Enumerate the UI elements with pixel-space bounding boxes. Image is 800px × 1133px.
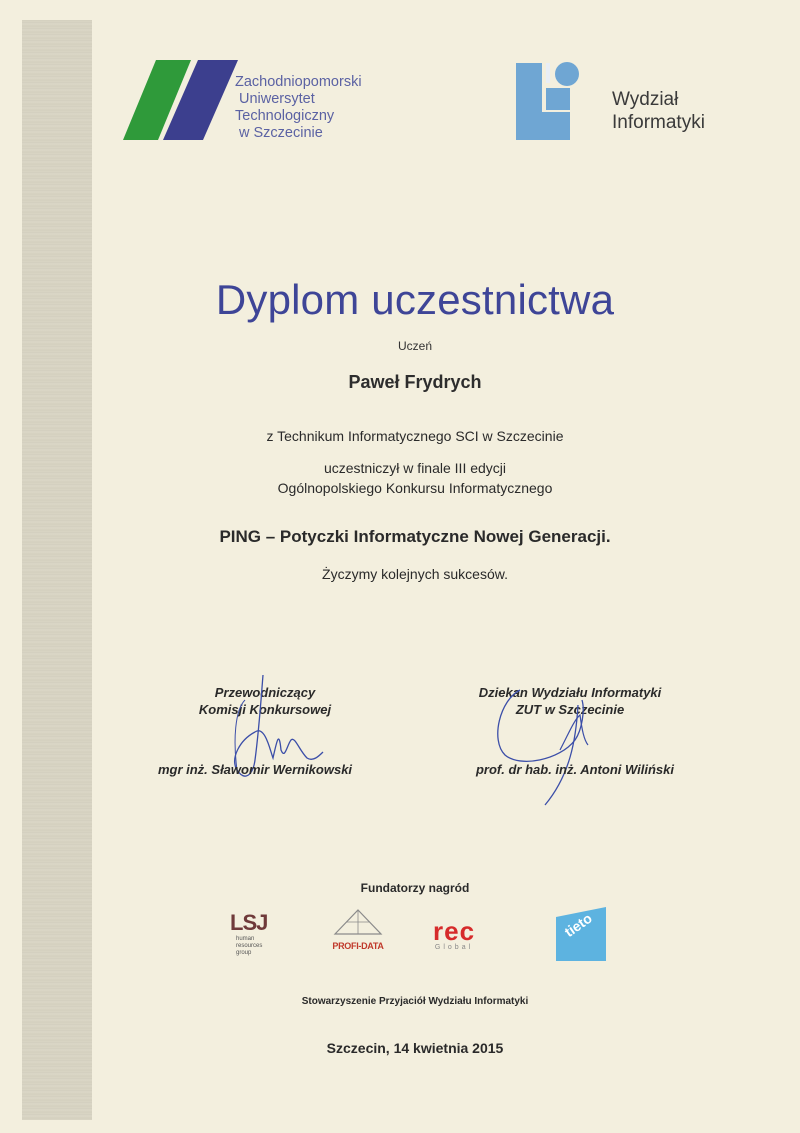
competition-name: PING – Potyczki Informatyczne Nowej Generacji. [219, 527, 611, 546]
profidata-name: PROFI-DATA [332, 941, 384, 951]
zut-logo-text [235, 74, 362, 142]
left-title-line: Komisji Konkursowej [198, 702, 332, 717]
wi-line: Informatyki [612, 112, 705, 133]
wish-line: Życzymy kolejnych sukcesów. [322, 566, 508, 582]
wi-logo-mark [516, 60, 584, 140]
zut-line: Uniwersytet [239, 91, 315, 107]
lsj-tagline [236, 936, 267, 957]
diploma-title: Dyplom uczestnictwa [215, 276, 615, 323]
lsj-mark: LSJ [230, 910, 268, 935]
left-signatory-name: mgr inż. Sławomir Wernikowski [157, 762, 353, 777]
right-signatory-name: prof. dr hab. inż. Antoni Wiliński [475, 762, 674, 777]
tieto-name: tieto [561, 909, 595, 940]
lsj-tagline-line: resources [236, 943, 263, 949]
rec-name: rec [433, 916, 476, 946]
wi-logo-text [612, 88, 705, 134]
participation-line-1: uczestniczył w finale III edycji [323, 460, 507, 476]
place-date: Szczecin, 14 kwietnia 2015 [326, 1040, 504, 1056]
zut-line: w Szczecinie [239, 125, 323, 141]
lsj-tagline-line: human [236, 936, 255, 942]
rec-tagline: Global [434, 944, 474, 951]
right-title-line: Dziekan Wydziału Informatyki [478, 685, 662, 700]
right-title-line: ZUT w Szczecinie [515, 702, 625, 717]
zut-logo-mark [123, 60, 238, 140]
sponsors-heading: Fundatorzy nagród [360, 881, 470, 895]
profidata-logo [318, 908, 398, 951]
school-line: z Technikum Informatycznego SCI w Szczecinie [266, 428, 564, 444]
left-title-line: Przewodniczący [214, 685, 316, 700]
lsj-logo [230, 910, 267, 957]
zut-line: Technologiczny [235, 108, 335, 124]
profidata-triangle-icon [333, 908, 383, 936]
zut-line: Zachodniopomorski [235, 74, 362, 90]
right-handwritten-signature [490, 680, 610, 810]
rec-logo [433, 918, 475, 951]
tieto-logo [556, 907, 606, 961]
participation-line-2: Ogólnopolskiego Konkursu Informatycznego [277, 480, 553, 496]
association-name: Stowarzyszenie Przyjaciół Wydziału Informatyki [301, 996, 529, 1007]
recipient-name: Paweł Frydrych [348, 372, 482, 392]
lsj-tagline-line: group [236, 950, 252, 956]
recipient-label: Uczeń [397, 339, 432, 353]
wi-line: Wydział [612, 89, 679, 110]
